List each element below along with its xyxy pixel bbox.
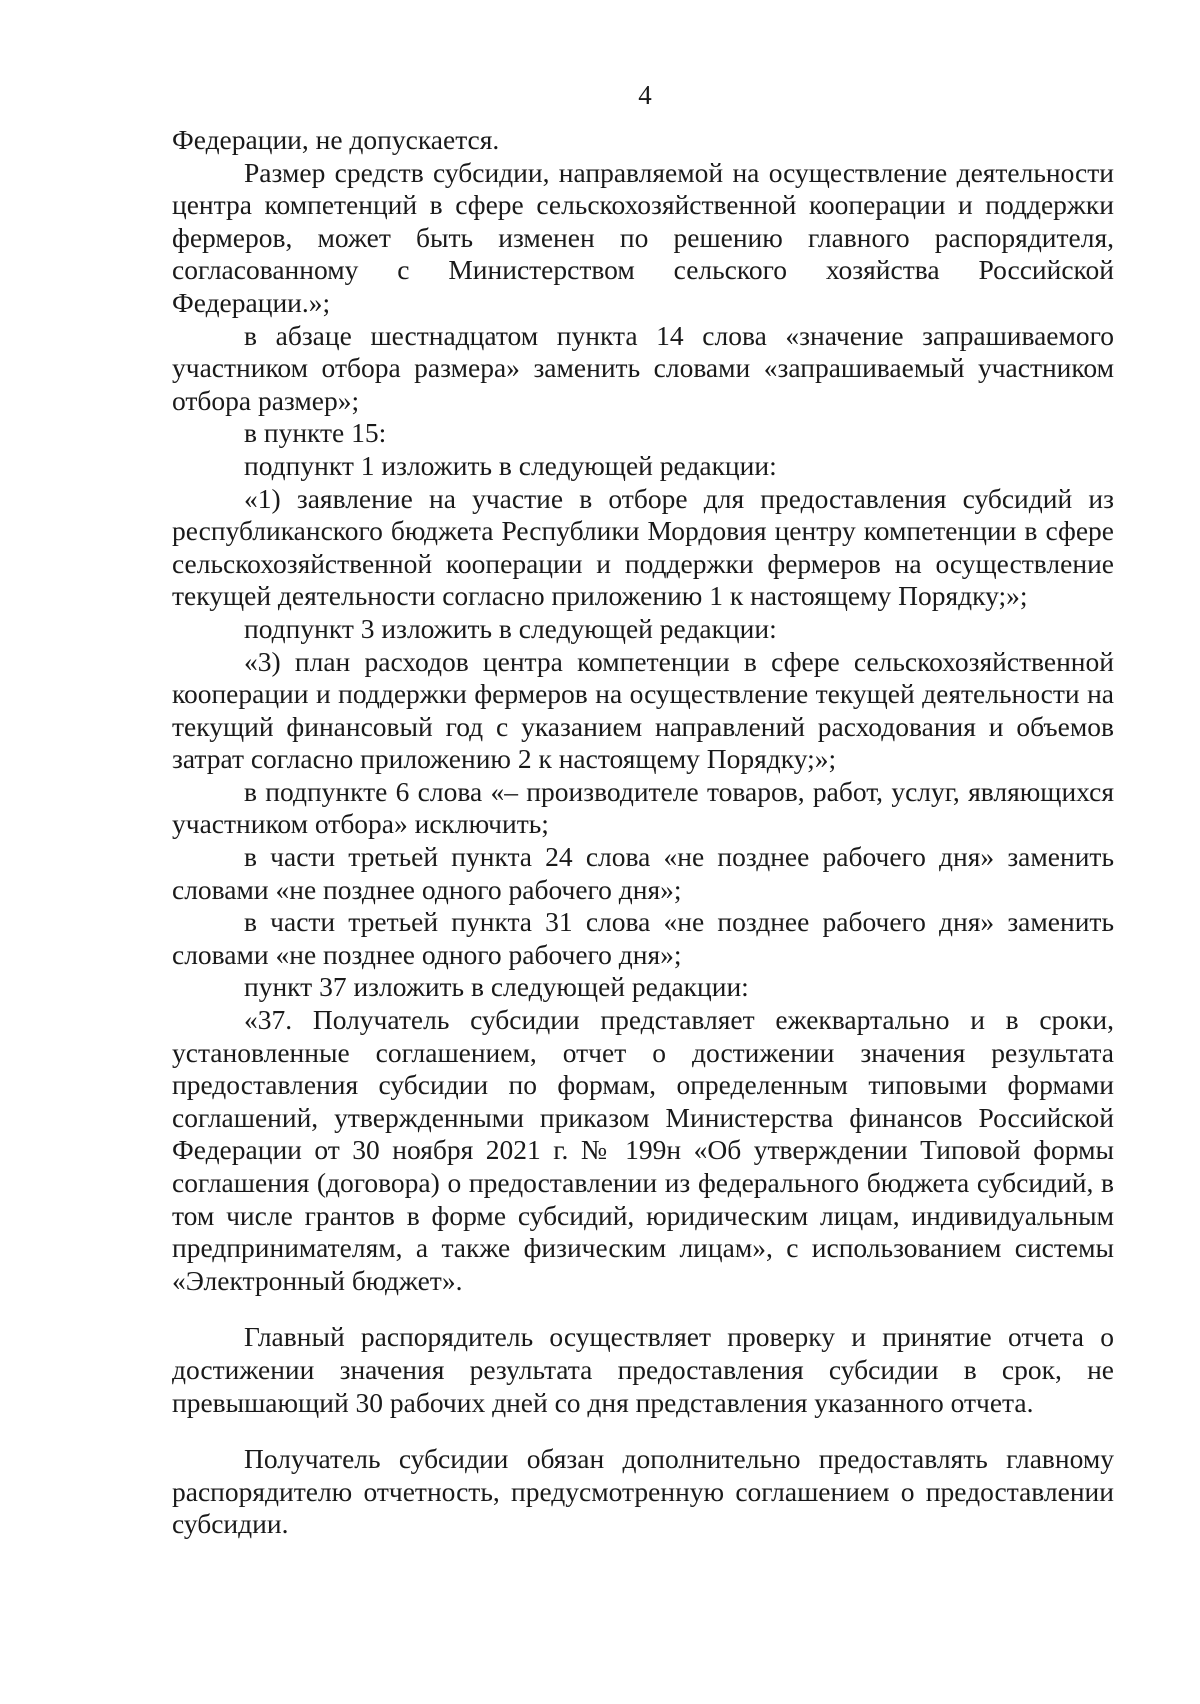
paragraph: подпункт 1 изложить в следующей редакции:: [244, 449, 777, 481]
paragraph: в подпункте 6 слова «– производителе товаров, работ, услуг, являющихся участником отбора» исключить;: [172, 775, 1114, 840]
paragraph: Федерации, не допускается.: [172, 124, 500, 155]
paragraph: «37. Получатель субсидии представляет ежеквартально и в сроки, установленные соглашением, отчет о достижении значения результата предоставления субсидии по формам, определенным типовыми формами соглашений, утвержденными приказом Министерства финансов Российской Федерации от 30 ноября 2021 г. № 199н «Об утверждении Типовой формы соглашения (договора) о предоставлении из федерального бюджета субсидий, в том числе грантов в форме субсидий, юридическим лицам, индивидуальным предпринимателям, а также физическим лицам», с использованием системы «Электронный бюджет».: [172, 1004, 1114, 1296]
paragraph: «3) план расходов центра компетенции в сфере сельскохозяйственной кооперации и поддержки фермеров на осуществление текущей деятельности на текущий финансовый год с указанием направлений расходования и объемов затрат согласно приложению 2 к настоящему Порядку;»;: [172, 645, 1114, 775]
paragraph: в части третьей пункта 24 слова «не позднее рабочего дня» заменить словами «не позднее одного рабочего дня»;: [172, 841, 1114, 905]
paragraph: Главный распорядитель осуществляет проверку и принятие отчета о достижении значения результата предоставления субсидии в срок, не превышающий 30 рабочих дней со дня представления указанного отчета.: [172, 1321, 1114, 1418]
paragraph: Получатель субсидии обязан дополнительно предоставлять главному распорядителю отчетность, предусмотренную соглашением о предоставлении субсидии.: [172, 1443, 1114, 1540]
document-body: [172, 124, 1114, 1541]
page-number: 4: [638, 80, 652, 110]
paragraph: Размер средств субсидии, направляемой на осуществление деятельности центра компетенций в сфере сельскохозяйственной кооперации и поддержки фермеров, может быть изменен по решению главного распорядителя, согласованному с Министерством сельского хозяйства Российской Федерации.»;: [172, 156, 1114, 318]
paragraph: «1) заявление на участие в отборе для предоставления субсидий из республиканского бюджета Республики Мордовия центру компетенции в сфере сельскохозяйственной кооперации и поддержки фермеров на осуществление текущей деятельности согласно приложению 1 к настоящему Порядку;»;: [172, 482, 1114, 612]
paragraph: пункт 37 изложить в следующей редакции:: [244, 971, 749, 1003]
paragraph: подпункт 3 изложить в следующей редакции:: [244, 612, 777, 644]
paragraph: в части третьей пункта 31 слова «не позднее рабочего дня» заменить словами «не позднее одного рабочего дня»;: [172, 906, 1114, 970]
paragraph: в абзаце шестнадцатом пункта 14 слова «значение запрашиваемого участником отбора размера» заменить словами «запрашиваемый участником отбора размер»;: [172, 319, 1114, 416]
paragraph: в пункте 15:: [244, 417, 387, 449]
